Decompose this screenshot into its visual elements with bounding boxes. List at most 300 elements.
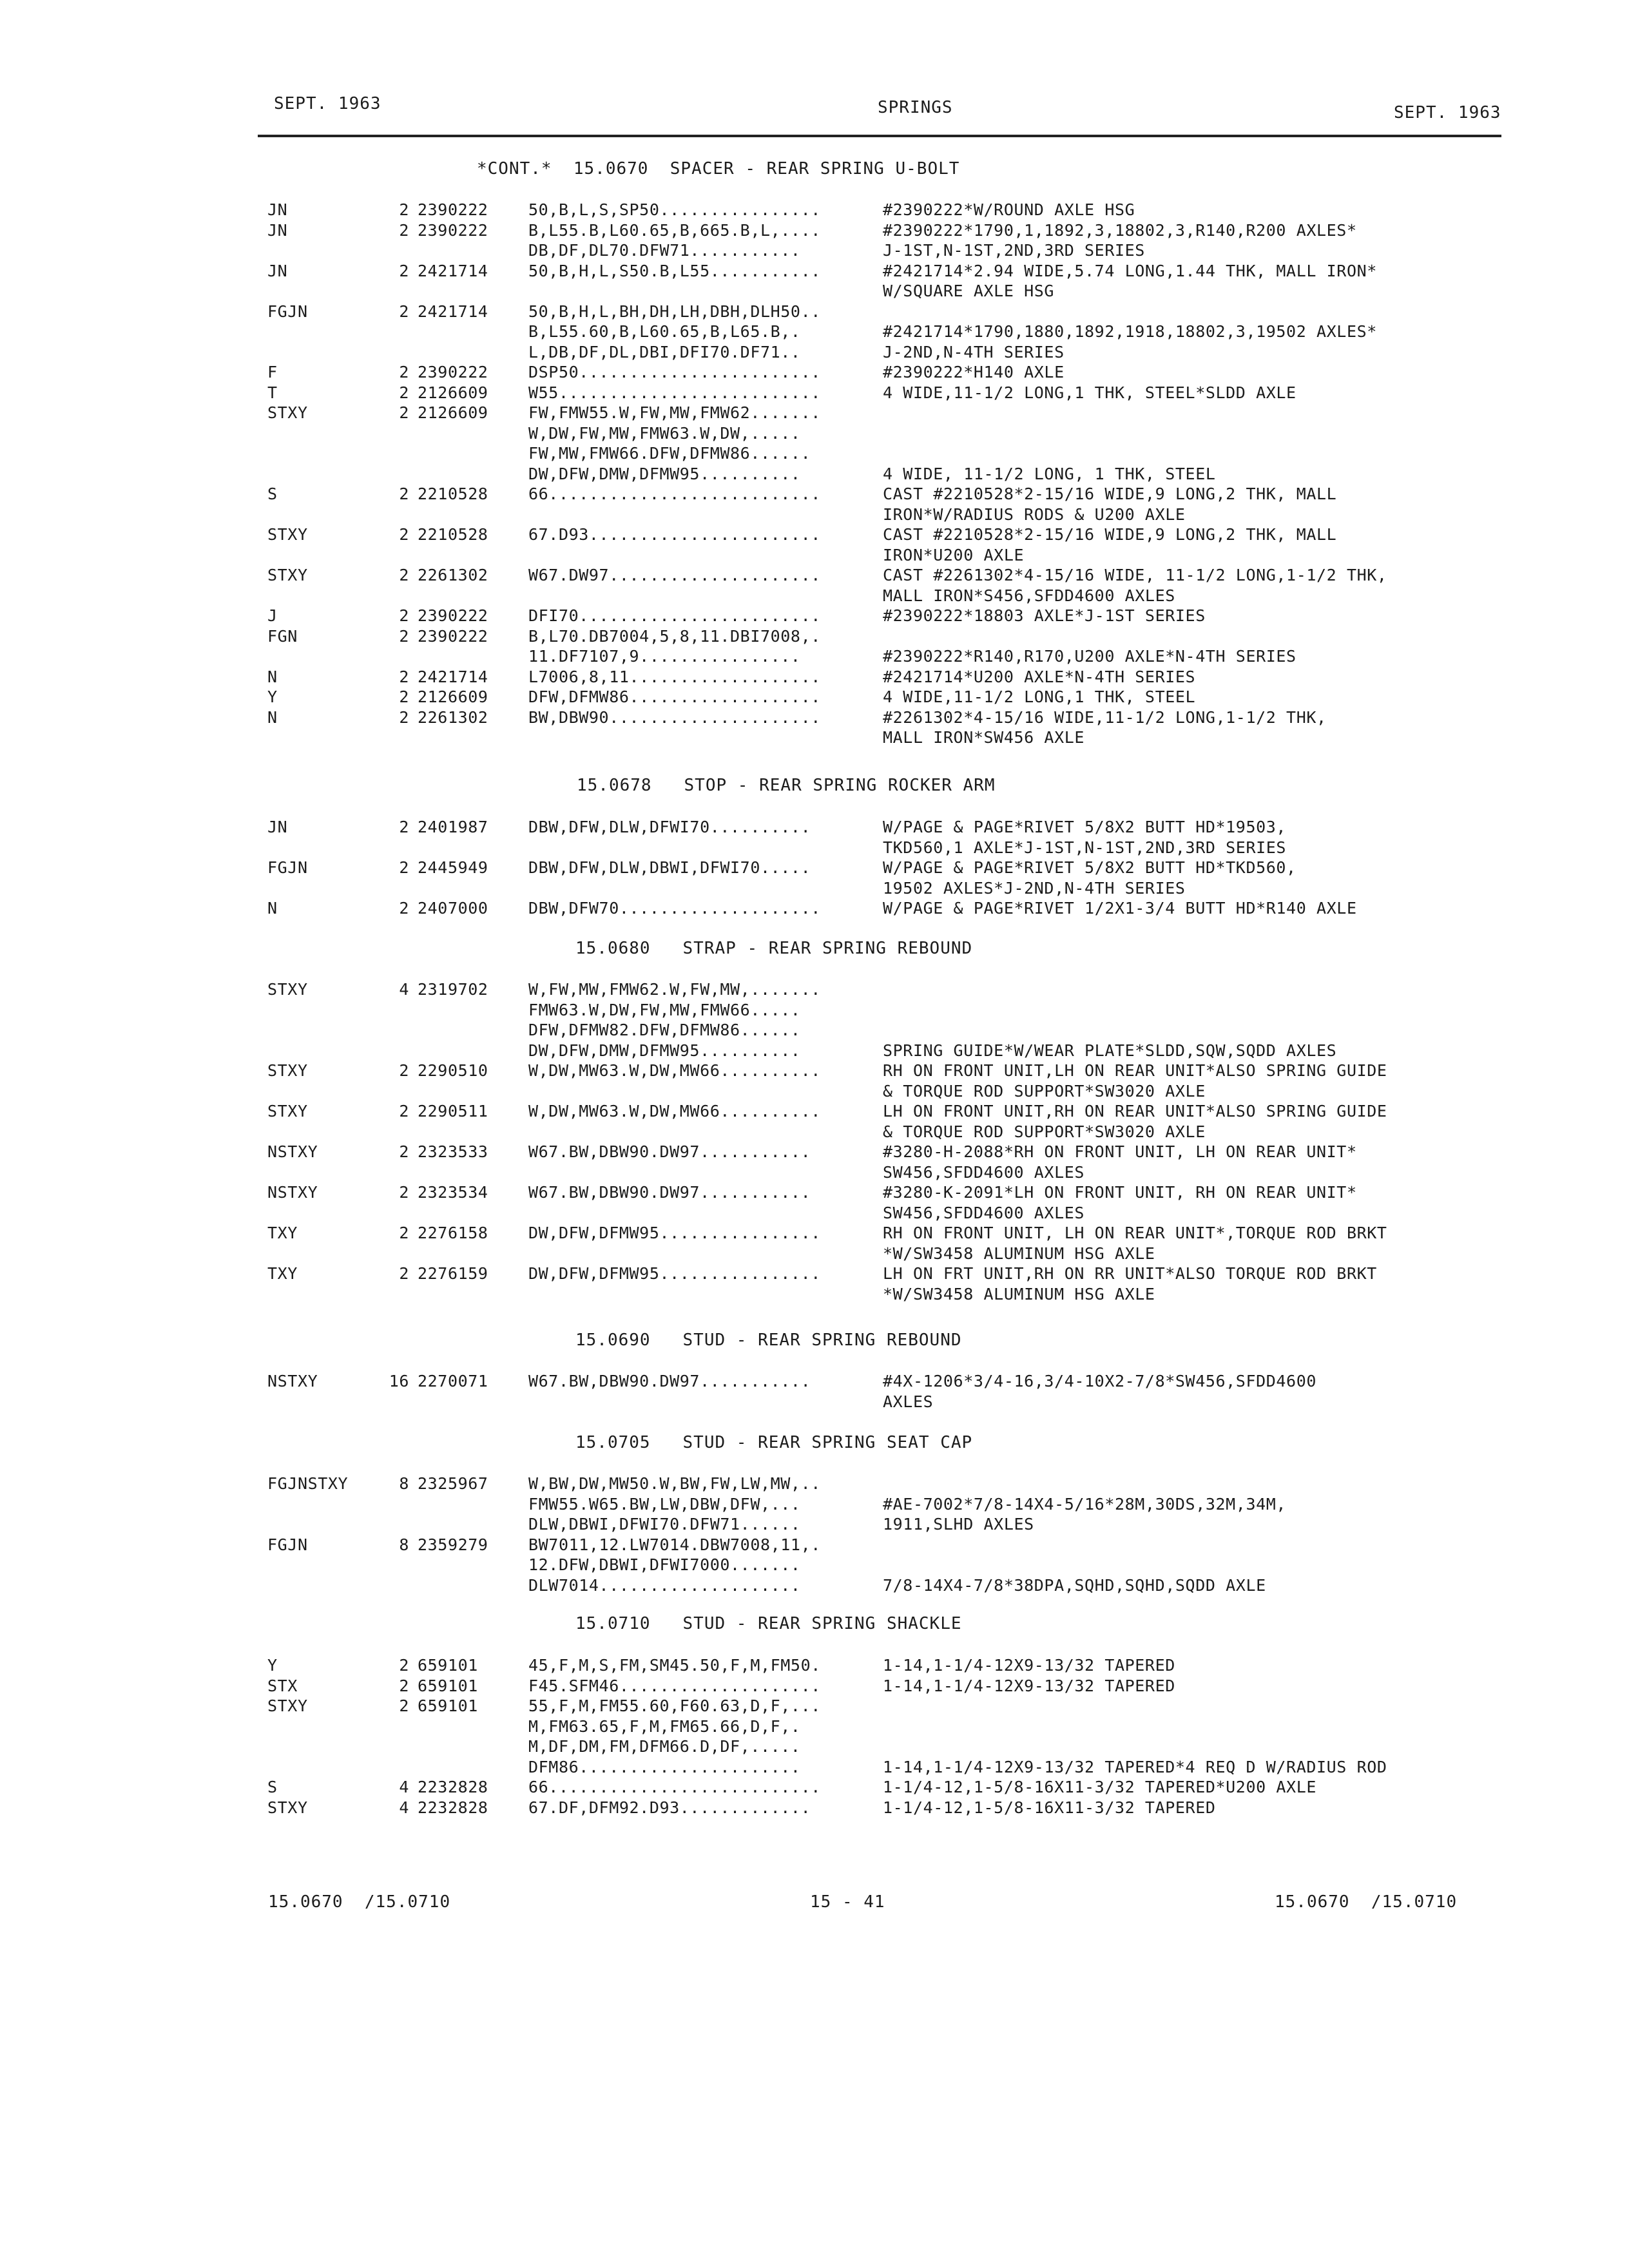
model-line: DW,DFW,DFMW95................ xyxy=(528,1264,821,1283)
series-code: STXY xyxy=(267,566,308,584)
part-number: 659101 xyxy=(418,1656,478,1675)
quantity: 2 xyxy=(399,1142,409,1161)
description-line: 4 WIDE,11-1/2 LONG,1 THK, STEEL xyxy=(883,687,1196,706)
section-title-text: *CONT.* 15.0670 SPACER - REAR SPRING U-BOLT xyxy=(477,159,960,178)
model-list xyxy=(528,667,821,687)
model-line: W,DW,FW,MW,FMW63.W,DW,..... xyxy=(528,423,801,443)
quantity: 2 xyxy=(399,707,409,727)
section-title-text: 15.0680 STRAP - REAR SPRING REBOUND xyxy=(575,939,973,958)
part-entry xyxy=(0,383,1629,403)
description-line: & TORQUE ROD SUPPORT*SW3020 AXLE xyxy=(883,1081,1206,1100)
description xyxy=(883,524,1336,565)
section-title-text: 15.0690 STUD - REAR SPRING REBOUND xyxy=(575,1331,962,1350)
description xyxy=(883,362,1065,383)
series-code: FGJN xyxy=(267,858,308,877)
part-entry xyxy=(0,606,1629,626)
part-entry xyxy=(0,1182,1629,1223)
description-line: 1-1/4-12,1-5/8-16X11-3/32 TAPERED*U200 AXLE xyxy=(883,1778,1317,1796)
model-line: W,DW,MW63.W,DW,MW66.......... xyxy=(528,1061,821,1080)
description xyxy=(883,667,1195,687)
model-line: M,DF,DM,FM,DFM66.D,DF,..... xyxy=(528,1737,801,1756)
description xyxy=(883,1798,1216,1818)
description-line: 19502 AXLES*J-2ND,N-4TH SERIES xyxy=(883,878,1186,898)
part-number: 2276158 xyxy=(418,1224,488,1242)
series-code: FGJN xyxy=(267,1535,308,1554)
description xyxy=(883,383,1296,403)
model-list xyxy=(528,484,821,505)
series-code: Y xyxy=(267,1656,278,1675)
series-code: JN xyxy=(267,261,288,280)
part-number: 2390222 xyxy=(418,606,488,625)
part-number: 2421714 xyxy=(418,302,488,321)
model-line: W55.......................... xyxy=(528,383,821,402)
model-line: 45,F,M,S,FM,SM45.50,F,M,FM50. xyxy=(528,1656,821,1675)
description-line: #3280-K-2091*LH ON FRONT UNIT, RH ON REAR UNIT* xyxy=(883,1183,1357,1202)
description-line: #2421714*2.94 WIDE,5.74 LONG,1.44 THK, MALL IRON* xyxy=(883,261,1377,280)
model-line: W67.BW,DBW90.DW97........... xyxy=(528,1372,811,1390)
quantity: 2 xyxy=(399,525,409,544)
model-list xyxy=(528,898,821,919)
series-code: STXY xyxy=(267,1102,308,1120)
header-right-date: SEPT. 1963 xyxy=(1394,103,1501,122)
part-number: 2232828 xyxy=(418,1778,488,1796)
description xyxy=(883,898,1357,919)
series-code: J xyxy=(267,606,278,625)
description-line: SPRING GUIDE*W/WEAR PLATE*SLDD,SQW,SQDD AXLES xyxy=(883,1041,1337,1060)
description xyxy=(883,687,1195,707)
description-line xyxy=(883,1474,1286,1494)
model-list xyxy=(528,1777,821,1798)
quantity: 16 xyxy=(389,1372,409,1390)
model-line: B,L55.60,B,L60.65,B,L65.B,. xyxy=(528,322,801,341)
model-line: DSP50........................ xyxy=(528,363,821,381)
model-line: 66........................... xyxy=(528,485,821,503)
part-entry xyxy=(0,898,1629,919)
description-line: 4 WIDE,11-1/2 LONG,1 THK, STEEL*SLDD AXLE xyxy=(883,383,1296,402)
model-list xyxy=(528,302,821,363)
description xyxy=(883,1182,1357,1223)
series-code: N xyxy=(267,707,278,727)
quantity: 2 xyxy=(399,687,409,706)
quantity: 2 xyxy=(399,1061,409,1080)
series-code: FGJNSTXY xyxy=(267,1474,349,1493)
part-number: 2290511 xyxy=(418,1102,488,1120)
section-title-text: 15.0705 STUD - REAR SPRING SEAT CAP xyxy=(575,1433,973,1452)
model-line: DW,DFW,DMW,DFMW95.......... xyxy=(528,1041,801,1060)
part-number: 2261302 xyxy=(418,566,488,584)
description-line: MALL IRON*SW456 AXLE xyxy=(883,728,1085,747)
quantity: 2 xyxy=(399,1656,409,1675)
part-entry xyxy=(0,565,1629,606)
model-line: W67.DW97..................... xyxy=(528,566,821,584)
series-code: NSTXY xyxy=(267,1142,318,1161)
part-entry xyxy=(0,200,1629,220)
model-line: M,FM63.65,F,M,FM65.66,D,F,. xyxy=(528,1716,801,1736)
model-line: 50,B,H,L,BH,DH,LH,DBH,DLH50.. xyxy=(528,302,821,321)
description-line xyxy=(883,1535,1266,1555)
model-line: DFW,DFMW82.DFW,DFMW86...... xyxy=(528,1021,801,1039)
series-code: STXY xyxy=(267,980,308,999)
quantity: 2 xyxy=(399,1696,409,1715)
series-code: TXY xyxy=(267,1264,298,1283)
model-list xyxy=(528,565,821,586)
model-list xyxy=(528,817,811,838)
description xyxy=(883,1655,1175,1676)
model-line: DBW,DFW70.................... xyxy=(528,899,821,918)
description-line: #2390222*18803 AXLE*J-1ST SERIES xyxy=(883,606,1206,625)
model-list xyxy=(528,1182,811,1203)
description xyxy=(883,1474,1286,1535)
part-number: 2390222 xyxy=(418,220,488,240)
description-line: TKD560,1 AXLE*J-1ST,N-1ST,2ND,3RD SERIES xyxy=(883,838,1287,857)
part-entry xyxy=(0,1655,1629,1676)
part-entry xyxy=(0,1777,1629,1798)
quantity: 2 xyxy=(399,200,409,219)
quantity: 2 xyxy=(399,626,409,646)
series-code: FGN xyxy=(267,626,298,646)
series-code: FGJN xyxy=(267,302,308,321)
model-line: FMW63.W,DW,FW,MW,FMW66..... xyxy=(528,1000,801,1019)
model-line: 55,F,M,FM55.60,F60.63,D,F,... xyxy=(528,1696,821,1715)
part-number: 2261302 xyxy=(418,707,488,727)
model-line: 50,B,L,S,SP50................ xyxy=(528,200,821,219)
part-entry xyxy=(0,1371,1629,1412)
series-code: TXY xyxy=(267,1224,298,1242)
series-code: STXY xyxy=(267,1696,308,1715)
model-line: DB,DF,DL70.DFW71........... xyxy=(528,241,801,260)
series-code: NSTXY xyxy=(267,1372,318,1390)
part-entry xyxy=(0,1264,1629,1304)
part-number: 2359279 xyxy=(418,1535,488,1554)
model-list xyxy=(528,1101,821,1122)
part-entry xyxy=(0,484,1629,524)
part-entry xyxy=(0,220,1629,261)
model-list xyxy=(528,626,821,667)
part-number: 2390222 xyxy=(418,200,488,219)
part-number: 2323533 xyxy=(418,1142,488,1161)
description xyxy=(883,1264,1377,1304)
model-list xyxy=(528,200,821,220)
part-number: 2210528 xyxy=(418,525,488,544)
header-divider xyxy=(258,135,1501,137)
footer-left-range: 15.0670 /15.0710 xyxy=(268,1892,451,1912)
description xyxy=(883,403,1216,484)
description xyxy=(883,1777,1316,1798)
description xyxy=(883,565,1387,606)
description-line: 4 WIDE, 11-1/2 LONG, 1 THK, STEEL xyxy=(883,464,1216,483)
model-line: 12.DFW,DBWI,DFWI7000....... xyxy=(528,1555,801,1574)
description xyxy=(883,1371,1316,1412)
part-entry xyxy=(0,1223,1629,1264)
model-line: DLW,DBWI,DFWI70.DFW71...... xyxy=(528,1515,801,1533)
description-line: *W/SW3458 ALUMINUM HSG AXLE xyxy=(883,1244,1155,1263)
series-code: NSTXY xyxy=(267,1183,318,1202)
model-list xyxy=(528,403,821,484)
model-list xyxy=(528,858,811,878)
model-line: 67.D93....................... xyxy=(528,525,821,544)
description-line: #2390222*H140 AXLE xyxy=(883,363,1065,381)
model-line: B,L70.DB7004,5,8,11.DBI7008,. xyxy=(528,626,821,646)
quantity: 2 xyxy=(399,383,409,402)
part-entry xyxy=(0,1061,1629,1101)
quantity: 2 xyxy=(399,667,409,686)
quantity: 2 xyxy=(399,1264,409,1283)
series-code: STXY xyxy=(267,525,308,544)
model-list xyxy=(528,1371,811,1392)
description-line: #2390222*R140,R170,U200 AXLE*N-4TH SERIES xyxy=(883,647,1296,666)
description-line xyxy=(883,1555,1266,1575)
series-code: S xyxy=(267,485,278,503)
description-line: #2390222*1790,1,1892,3,18802,3,R140,R200 AXLES* xyxy=(883,220,1357,240)
part-entry xyxy=(0,687,1629,707)
part-number: 2126609 xyxy=(418,383,488,402)
part-number: 2319702 xyxy=(418,980,488,999)
part-number: 2407000 xyxy=(418,899,488,918)
description xyxy=(883,1696,1387,1777)
part-entry xyxy=(0,524,1629,565)
description-line: W/PAGE & PAGE*RIVET 5/8X2 BUTT HD*TKD560, xyxy=(883,858,1296,877)
model-list xyxy=(528,707,821,728)
model-line: L7006,8,11................... xyxy=(528,667,821,686)
quantity: 4 xyxy=(399,1798,409,1817)
description-line: RH ON FRONT UNIT,LH ON REAR UNIT*ALSO SPRING GUIDE xyxy=(883,1061,1387,1080)
header-left-date: SEPT. 1963 xyxy=(274,94,381,113)
series-code: JN xyxy=(267,220,288,240)
header-title: SPRINGS xyxy=(878,98,953,117)
model-line: 66........................... xyxy=(528,1778,821,1796)
description-line xyxy=(883,423,1216,444)
description-line: W/PAGE & PAGE*RIVET 1/2X1-3/4 BUTT HD*R140 AXLE xyxy=(883,899,1357,918)
model-line: FMW55.W65.BW,LW,DBW,DFW,... xyxy=(528,1494,801,1514)
description-line xyxy=(883,1020,1336,1041)
description-line: IRON*W/RADIUS RODS & U200 AXLE xyxy=(883,505,1186,524)
model-line: DFM86...................... xyxy=(528,1757,801,1776)
model-list xyxy=(528,524,821,545)
description-line xyxy=(883,403,1216,423)
description-line: & TORQUE ROD SUPPORT*SW3020 AXLE xyxy=(883,1122,1206,1141)
part-entry xyxy=(0,403,1629,484)
model-line: DLW7014.................... xyxy=(528,1575,801,1595)
model-list xyxy=(528,1798,811,1818)
description-line: CAST #2261302*4-15/16 WIDE, 11-1/2 LONG,1-1/2 THK, xyxy=(883,566,1387,584)
part-entry xyxy=(0,626,1629,667)
part-number: 2445949 xyxy=(418,858,488,877)
model-list xyxy=(528,1061,821,1081)
part-number: 2421714 xyxy=(418,261,488,280)
model-line: W,DW,MW63.W,DW,MW66.......... xyxy=(528,1102,821,1120)
description-line: CAST #2210528*2-15/16 WIDE,9 LONG,2 THK, MALL xyxy=(883,525,1337,544)
model-list xyxy=(528,1142,811,1162)
quantity: 2 xyxy=(399,1102,409,1120)
quantity: 4 xyxy=(399,1778,409,1796)
model-line: W67.BW,DBW90.DW97........... xyxy=(528,1142,811,1161)
quantity: 8 xyxy=(399,1535,409,1554)
description xyxy=(883,979,1336,1061)
series-code: STXY xyxy=(267,1798,308,1817)
description xyxy=(883,1101,1387,1142)
series-code: STXY xyxy=(267,403,308,422)
model-line: BW7011,12.LW7014.DBW7008,11,. xyxy=(528,1535,821,1554)
part-number: 2401987 xyxy=(418,818,488,836)
part-entry xyxy=(0,1676,1629,1696)
quantity: 4 xyxy=(399,980,409,999)
description-line: 1911,SLHD AXLES xyxy=(883,1515,1034,1533)
quantity: 2 xyxy=(399,302,409,321)
model-list xyxy=(528,606,821,626)
section-title-text: 15.0678 STOP - REAR SPRING ROCKER ARM xyxy=(577,776,996,795)
series-code: JN xyxy=(267,200,288,219)
model-list xyxy=(528,1223,821,1244)
description-line xyxy=(883,626,1296,647)
series-code: N xyxy=(267,899,278,918)
description-line xyxy=(883,979,1336,1000)
quantity: 2 xyxy=(399,1676,409,1695)
description-line: #2390222*W/ROUND AXLE HSG xyxy=(883,200,1135,219)
series-code: Y xyxy=(267,687,278,706)
part-number: 2421714 xyxy=(418,667,488,686)
description-line: #2421714*1790,1880,1892,1918,18802,3,19502 AXLES* xyxy=(883,322,1377,341)
description xyxy=(883,1142,1357,1182)
description-line xyxy=(883,1696,1387,1716)
part-number: 2290510 xyxy=(418,1061,488,1080)
part-number: 2323534 xyxy=(418,1183,488,1202)
quantity: 2 xyxy=(399,858,409,877)
model-line: FW,FMW55.W,FW,MW,FMW62....... xyxy=(528,403,821,422)
part-entry xyxy=(0,1142,1629,1182)
description-line: #4X-1206*3/4-16,3/4-10X2-7/8*SW456,SFDD4600 xyxy=(883,1372,1317,1390)
model-list xyxy=(528,1264,821,1284)
description xyxy=(883,707,1327,748)
description-line: #AE-7002*7/8-14X4-5/16*28M,30DS,32M,34M, xyxy=(883,1494,1287,1514)
description-line: IRON*U200 AXLE xyxy=(883,545,1025,564)
model-line: 11.DF7107,9................ xyxy=(528,647,801,666)
model-line: B,L55.B,L60.65,B,665.B,L,.... xyxy=(528,220,821,240)
model-list xyxy=(528,1676,821,1696)
part-entry xyxy=(0,1696,1629,1777)
part-number: 2390222 xyxy=(418,363,488,381)
model-line: DW,DFW,DFMW95................ xyxy=(528,1224,821,1242)
model-line: W,BW,DW,MW50.W,BW,FW,LW,MW,.. xyxy=(528,1474,821,1493)
part-number: 2276159 xyxy=(418,1264,488,1283)
description-line: CAST #2210528*2-15/16 WIDE,9 LONG,2 THK, MALL xyxy=(883,485,1337,503)
part-number: 2270071 xyxy=(418,1372,488,1390)
part-number: 2390222 xyxy=(418,626,488,646)
description-line: #2261302*4-15/16 WIDE,11-1/2 LONG,1-1/2 THK, xyxy=(883,707,1327,727)
series-code: F xyxy=(267,363,278,381)
model-line: DBW,DFW,DLW,DBWI,DFWI70..... xyxy=(528,858,811,877)
description-line: 7/8-14X4-7/8*38DPA,SQHD,SQHD,SQDD AXLE xyxy=(883,1575,1266,1595)
quantity: 2 xyxy=(399,220,409,240)
model-list xyxy=(528,383,821,403)
part-number: 2210528 xyxy=(418,485,488,503)
description-line: W/SQUARE AXLE HSG xyxy=(883,282,1055,300)
model-list xyxy=(528,220,821,261)
model-line: F45.SFM46.................... xyxy=(528,1676,821,1695)
description-line xyxy=(883,443,1216,464)
description xyxy=(883,606,1206,626)
description-line xyxy=(883,1716,1387,1737)
description xyxy=(883,858,1296,898)
description xyxy=(883,1223,1387,1264)
description-line: 1-14,1-1/4-12X9-13/32 TAPERED xyxy=(883,1656,1175,1675)
section-title-text: 15.0710 STUD - REAR SPRING SHACKLE xyxy=(575,1614,962,1633)
model-line: DFI70........................ xyxy=(528,606,821,625)
part-entry xyxy=(0,1101,1629,1142)
quantity: 2 xyxy=(399,1183,409,1202)
part-number: 659101 xyxy=(418,1696,478,1715)
description-line: *W/SW3458 ALUMINUM HSG AXLE xyxy=(883,1284,1155,1303)
description xyxy=(883,484,1336,524)
model-list xyxy=(528,1655,821,1676)
quantity: 2 xyxy=(399,899,409,918)
model-line: FW,MW,FMW66.DFW,DFMW86...... xyxy=(528,444,811,463)
description xyxy=(883,200,1135,220)
model-list xyxy=(528,687,821,707)
part-number: 2126609 xyxy=(418,403,488,422)
part-entry xyxy=(0,302,1629,363)
model-line: W67.BW,DBW90.DW97........... xyxy=(528,1183,811,1202)
quantity: 2 xyxy=(399,818,409,836)
part-entry xyxy=(0,707,1629,748)
description-line: 1-1/4-12,1-5/8-16X11-3/32 TAPERED xyxy=(883,1798,1216,1817)
description-line: W/PAGE & PAGE*RIVET 5/8X2 BUTT HD*19503, xyxy=(883,818,1287,836)
description xyxy=(883,1535,1266,1596)
description-line: 1-14,1-1/4-12X9-13/32 TAPERED xyxy=(883,1676,1175,1695)
quantity: 2 xyxy=(399,1224,409,1242)
part-entry xyxy=(0,362,1629,383)
description xyxy=(883,261,1377,302)
description-line xyxy=(883,1000,1336,1021)
description-line xyxy=(883,302,1377,322)
part-entry xyxy=(0,667,1629,687)
series-code: N xyxy=(267,667,278,686)
description-line: AXLES xyxy=(883,1392,934,1411)
series-code: JN xyxy=(267,818,288,836)
footer-right-range: 15.0670 /15.0710 xyxy=(1275,1892,1458,1912)
model-line: DBW,DFW,DLW,DFWI70.......... xyxy=(528,818,811,836)
description-line: SW456,SFDD4600 AXLES xyxy=(883,1203,1085,1222)
description xyxy=(883,1676,1175,1696)
series-code: STXY xyxy=(267,1061,308,1080)
description xyxy=(883,626,1296,667)
description-line: J-1ST,N-1ST,2ND,3RD SERIES xyxy=(883,241,1145,260)
part-number: 659101 xyxy=(418,1676,478,1695)
description-line: LH ON FRONT UNIT,RH ON REAR UNIT*ALSO SPRING GUIDE xyxy=(883,1102,1387,1120)
model-line: 67.DF,DFM92.D93............. xyxy=(528,1798,811,1817)
quantity: 2 xyxy=(399,261,409,280)
description-line: J-2ND,N-4TH SERIES xyxy=(883,342,1065,361)
model-list xyxy=(528,1474,821,1535)
description xyxy=(883,220,1357,261)
model-list xyxy=(528,1535,821,1596)
model-list xyxy=(528,1696,821,1777)
description-line: #2421714*U200 AXLE*N-4TH SERIES xyxy=(883,667,1196,686)
series-code: S xyxy=(267,1778,278,1796)
part-entry xyxy=(0,1535,1629,1596)
description-line: #3280-H-2088*RH ON FRONT UNIT, LH ON REAR UNIT* xyxy=(883,1142,1357,1161)
model-list xyxy=(528,979,821,1061)
model-line: DFW,DFMW86................... xyxy=(528,687,821,706)
part-entry xyxy=(0,261,1629,302)
part-entry xyxy=(0,817,1629,858)
model-line: DW,DFW,DMW,DFMW95.......... xyxy=(528,464,801,483)
part-number: 2232828 xyxy=(418,1798,488,1817)
model-list xyxy=(528,362,821,383)
description-line: MALL IRON*S456,SFDD4600 AXLES xyxy=(883,586,1175,605)
quantity: 2 xyxy=(399,566,409,584)
model-line: BW,DBW90..................... xyxy=(528,707,821,727)
quantity: 2 xyxy=(399,403,409,422)
